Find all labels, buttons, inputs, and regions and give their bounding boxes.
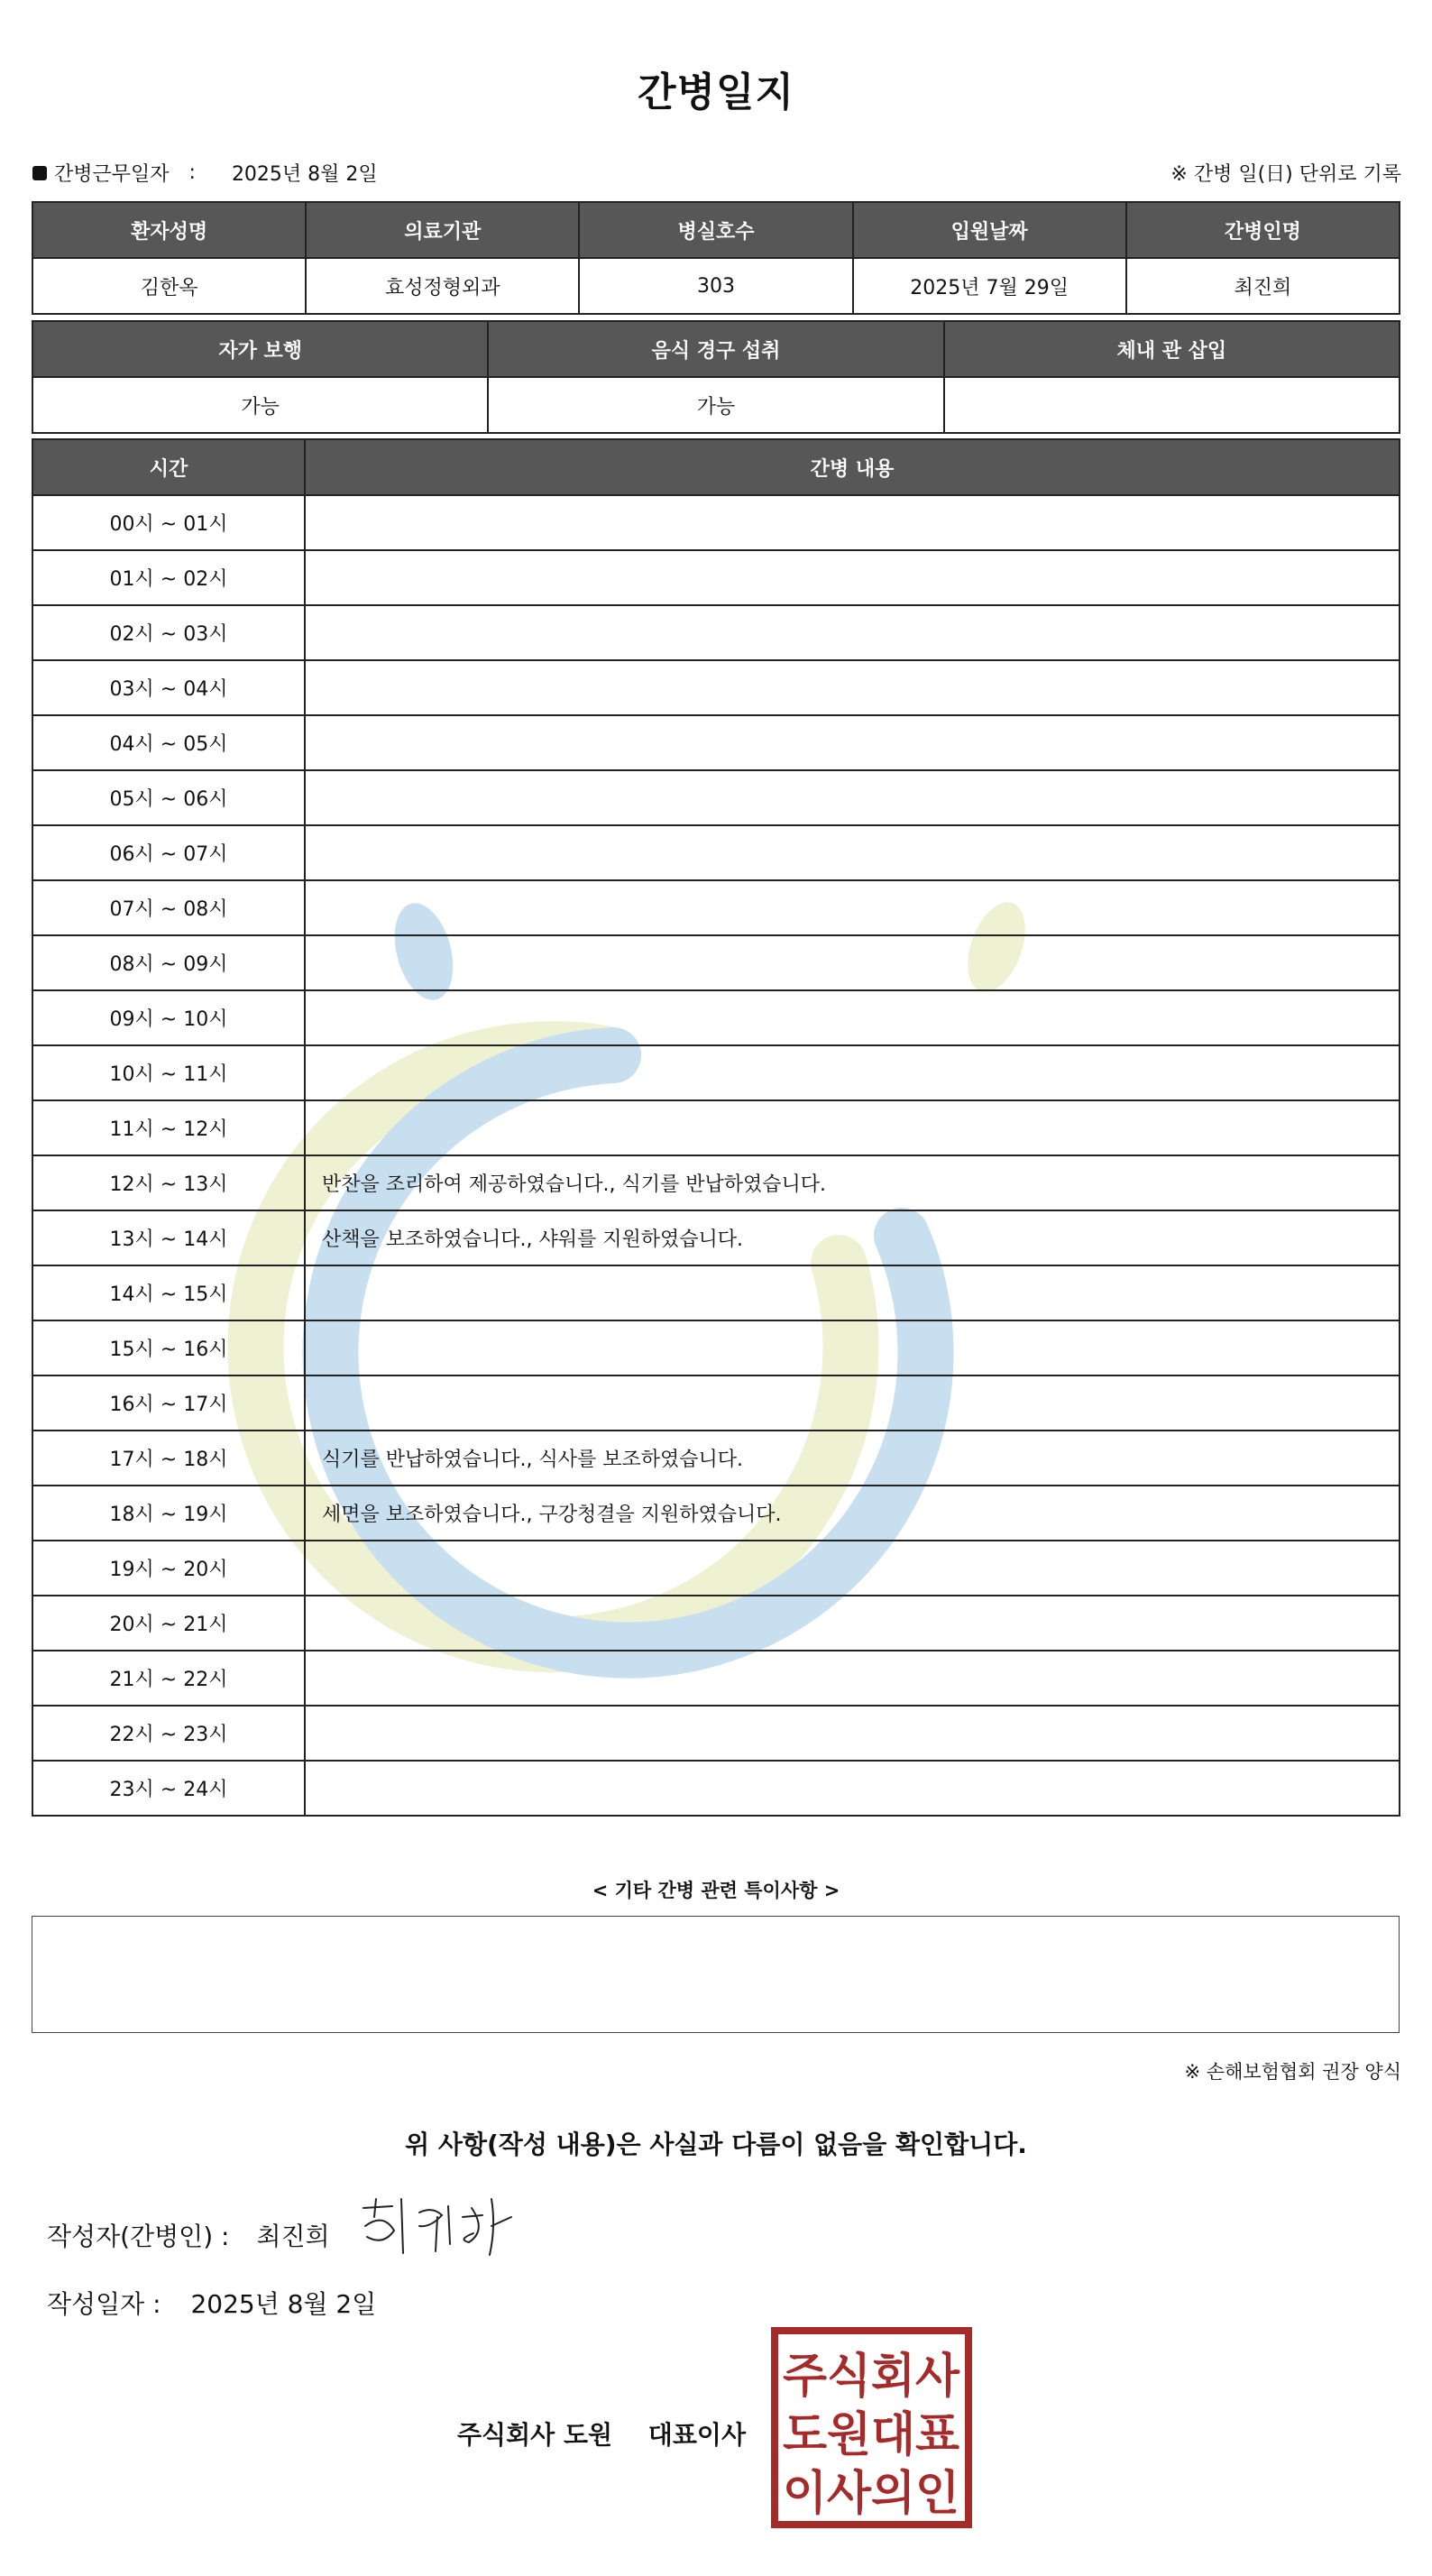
written-date-value: 2025년 8월 2일: [190, 2289, 377, 2319]
written-date-line: [47, 2285, 376, 2321]
care-log-table: [32, 438, 1400, 1817]
self-walking-cell: 가능: [32, 377, 488, 433]
time-cell: 11시 ~ 12시: [32, 1100, 305, 1155]
page-title: 간병일지: [637, 69, 794, 115]
care-content-cell: [305, 935, 1400, 990]
table-row: [32, 1651, 1400, 1706]
care-content-cell: [305, 880, 1400, 935]
time-cell: 22시 ~ 23시: [32, 1706, 305, 1761]
time-cell: 19시 ~ 20시: [32, 1541, 305, 1596]
self-walking-header: 자가 보행: [32, 321, 488, 377]
care-content-cell: 산책을 보조하였습니다., 샤워를 지원하였습니다.: [305, 1210, 1400, 1265]
patient-info-header-row: [32, 202, 1400, 258]
company-seal-stamp: [771, 2327, 972, 2528]
table-row: [32, 825, 1400, 880]
confirm-statement: 위 사항(작성 내용)은 사실과 다름이 없음을 확인합니다.: [405, 2130, 1027, 2159]
tube-insertion-header: 체내 관 삽입: [944, 321, 1400, 377]
time-cell: 14시 ~ 15시: [32, 1265, 305, 1320]
table-row: [32, 1155, 1400, 1210]
table-row: [32, 880, 1400, 935]
patient-info-value-row: [32, 258, 1400, 314]
caregiver-name-cell: 최진희: [1126, 258, 1400, 314]
time-cell: 10시 ~ 11시: [32, 1045, 305, 1100]
recommend-note: ※ 손해보험협회 권장 양식: [1184, 2061, 1401, 2083]
table-row: [32, 1320, 1400, 1375]
care-content-cell: [305, 1045, 1400, 1100]
company-representative-title: 대표이사: [647, 2420, 746, 2450]
care-content-cell: [305, 825, 1400, 880]
care-content-cell: [305, 1100, 1400, 1155]
admission-date-header: 입원날짜: [853, 202, 1126, 258]
care-content-cell: [305, 990, 1400, 1045]
writer-label: 작성자(간병인) :: [47, 2222, 230, 2251]
time-cell: 02시 ~ 03시: [32, 605, 305, 660]
time-cell: 05시 ~ 06시: [32, 770, 305, 825]
care-content-cell: [305, 1706, 1400, 1761]
table-row: [32, 715, 1400, 770]
time-cell: 23시 ~ 24시: [32, 1761, 305, 1816]
table-row: [32, 495, 1400, 550]
care-content-cell: [305, 1651, 1400, 1706]
time-cell: 09시 ~ 10시: [32, 990, 305, 1045]
table-row: [32, 1431, 1400, 1486]
room-number-header: 병실호수: [579, 202, 852, 258]
patient-info-table: [32, 201, 1400, 315]
table-row: [32, 990, 1400, 1045]
care-content-cell: [305, 660, 1400, 715]
care-content-cell: 세면을 보조하였습니다., 구강청결을 지원하였습니다.: [305, 1486, 1400, 1541]
special-notes-box: [32, 1916, 1400, 2033]
work-date-value: 2025년 8월 2일: [231, 163, 378, 186]
time-cell: 20시 ~ 21시: [32, 1596, 305, 1651]
care-content-cell: 식기를 반납하였습니다., 식사를 보조하였습니다.: [305, 1431, 1400, 1486]
patient-name-cell: 김한옥: [32, 258, 306, 314]
table-row: [32, 935, 1400, 990]
time-cell: 03시 ~ 04시: [32, 660, 305, 715]
table-row: [32, 770, 1400, 825]
care-content-cell: [305, 1541, 1400, 1596]
table-row: [32, 1541, 1400, 1596]
room-number-cell: 303: [579, 258, 852, 314]
care-log-header-row: [32, 439, 1400, 495]
table-row: [32, 1045, 1400, 1100]
care-content-cell: [305, 550, 1400, 605]
time-cell: 18시 ~ 19시: [32, 1486, 305, 1541]
care-content-cell: [305, 1375, 1400, 1431]
table-row: [32, 1761, 1400, 1816]
hospital-header: 의료기관: [306, 202, 579, 258]
written-date-label: 작성일자 :: [47, 2289, 161, 2319]
table-row: [32, 660, 1400, 715]
hospital-cell: 효성정형외과: [306, 258, 579, 314]
care-content-cell: [305, 770, 1400, 825]
table-row: [32, 1596, 1400, 1651]
time-cell: 17시 ~ 18시: [32, 1431, 305, 1486]
square-bullet-icon: [32, 166, 47, 180]
time-cell: 07시 ~ 08시: [32, 880, 305, 935]
time-cell: 06시 ~ 07시: [32, 825, 305, 880]
table-row: [32, 1706, 1400, 1761]
caregiver-name-header: 간병인명: [1126, 202, 1400, 258]
care-content-cell: [305, 1320, 1400, 1375]
table-row: [32, 605, 1400, 660]
time-cell: 08시 ~ 09시: [32, 935, 305, 990]
time-cell: 13시 ~ 14시: [32, 1210, 305, 1265]
table-row: [32, 1375, 1400, 1431]
table-row: [32, 550, 1400, 605]
work-date-colon: :: [188, 161, 196, 184]
special-notes-title: < 기타 간병 관련 특이사항 >: [592, 1880, 840, 1901]
table-row: [32, 1100, 1400, 1155]
care-content-cell: [305, 1761, 1400, 1816]
condition-table: [32, 320, 1400, 434]
time-cell: 01시 ~ 02시: [32, 550, 305, 605]
care-content-cell: [305, 495, 1400, 550]
time-cell: 04시 ~ 05시: [32, 715, 305, 770]
svg-text:도원대표: 도원대표: [783, 2408, 959, 2462]
svg-text:주식회사: 주식회사: [783, 2350, 960, 2404]
writer-name: 최진희: [256, 2222, 330, 2251]
time-cell: 12시 ~ 13시: [32, 1155, 305, 1210]
company-line: [457, 2415, 746, 2452]
admission-date-cell: 2025년 7월 29일: [853, 258, 1126, 314]
care-content-cell: [305, 1596, 1400, 1651]
care-content-cell: [305, 715, 1400, 770]
oral-intake-header: 음식 경구 섭취: [488, 321, 943, 377]
table-row: [32, 1265, 1400, 1320]
time-cell: 21시 ~ 22시: [32, 1651, 305, 1706]
work-date-label: 간병근무일자: [54, 163, 170, 186]
care-content-cell: [305, 1265, 1400, 1320]
writer-line: [47, 2217, 330, 2253]
condition-value-row: [32, 377, 1400, 433]
condition-header-row: [32, 321, 1400, 377]
time-cell: 00시 ~ 01시: [32, 495, 305, 550]
care-content-cell: 반찬을 조리하여 제공하였습니다., 식기를 반납하였습니다.: [305, 1155, 1400, 1210]
daily-record-note: ※ 간병 일(日) 단위로 기록: [1170, 163, 1401, 186]
table-row: [32, 1486, 1400, 1541]
table-row: [32, 1210, 1400, 1265]
care-content-header: 간병 내용: [305, 439, 1400, 495]
time-header: 시간: [32, 439, 305, 495]
time-cell: 16시 ~ 17시: [32, 1375, 305, 1431]
caregiver-signature: [356, 2190, 519, 2262]
oral-intake-cell: 가능: [488, 377, 943, 433]
company-name: 주식회사 도원: [457, 2420, 613, 2450]
tube-insertion-cell: [944, 377, 1400, 433]
svg-text:이사의인: 이사의인: [783, 2467, 959, 2521]
patient-name-header: 환자성명: [32, 202, 306, 258]
care-content-cell: [305, 605, 1400, 660]
work-date-line: [32, 159, 378, 187]
time-cell: 15시 ~ 16시: [32, 1320, 305, 1375]
